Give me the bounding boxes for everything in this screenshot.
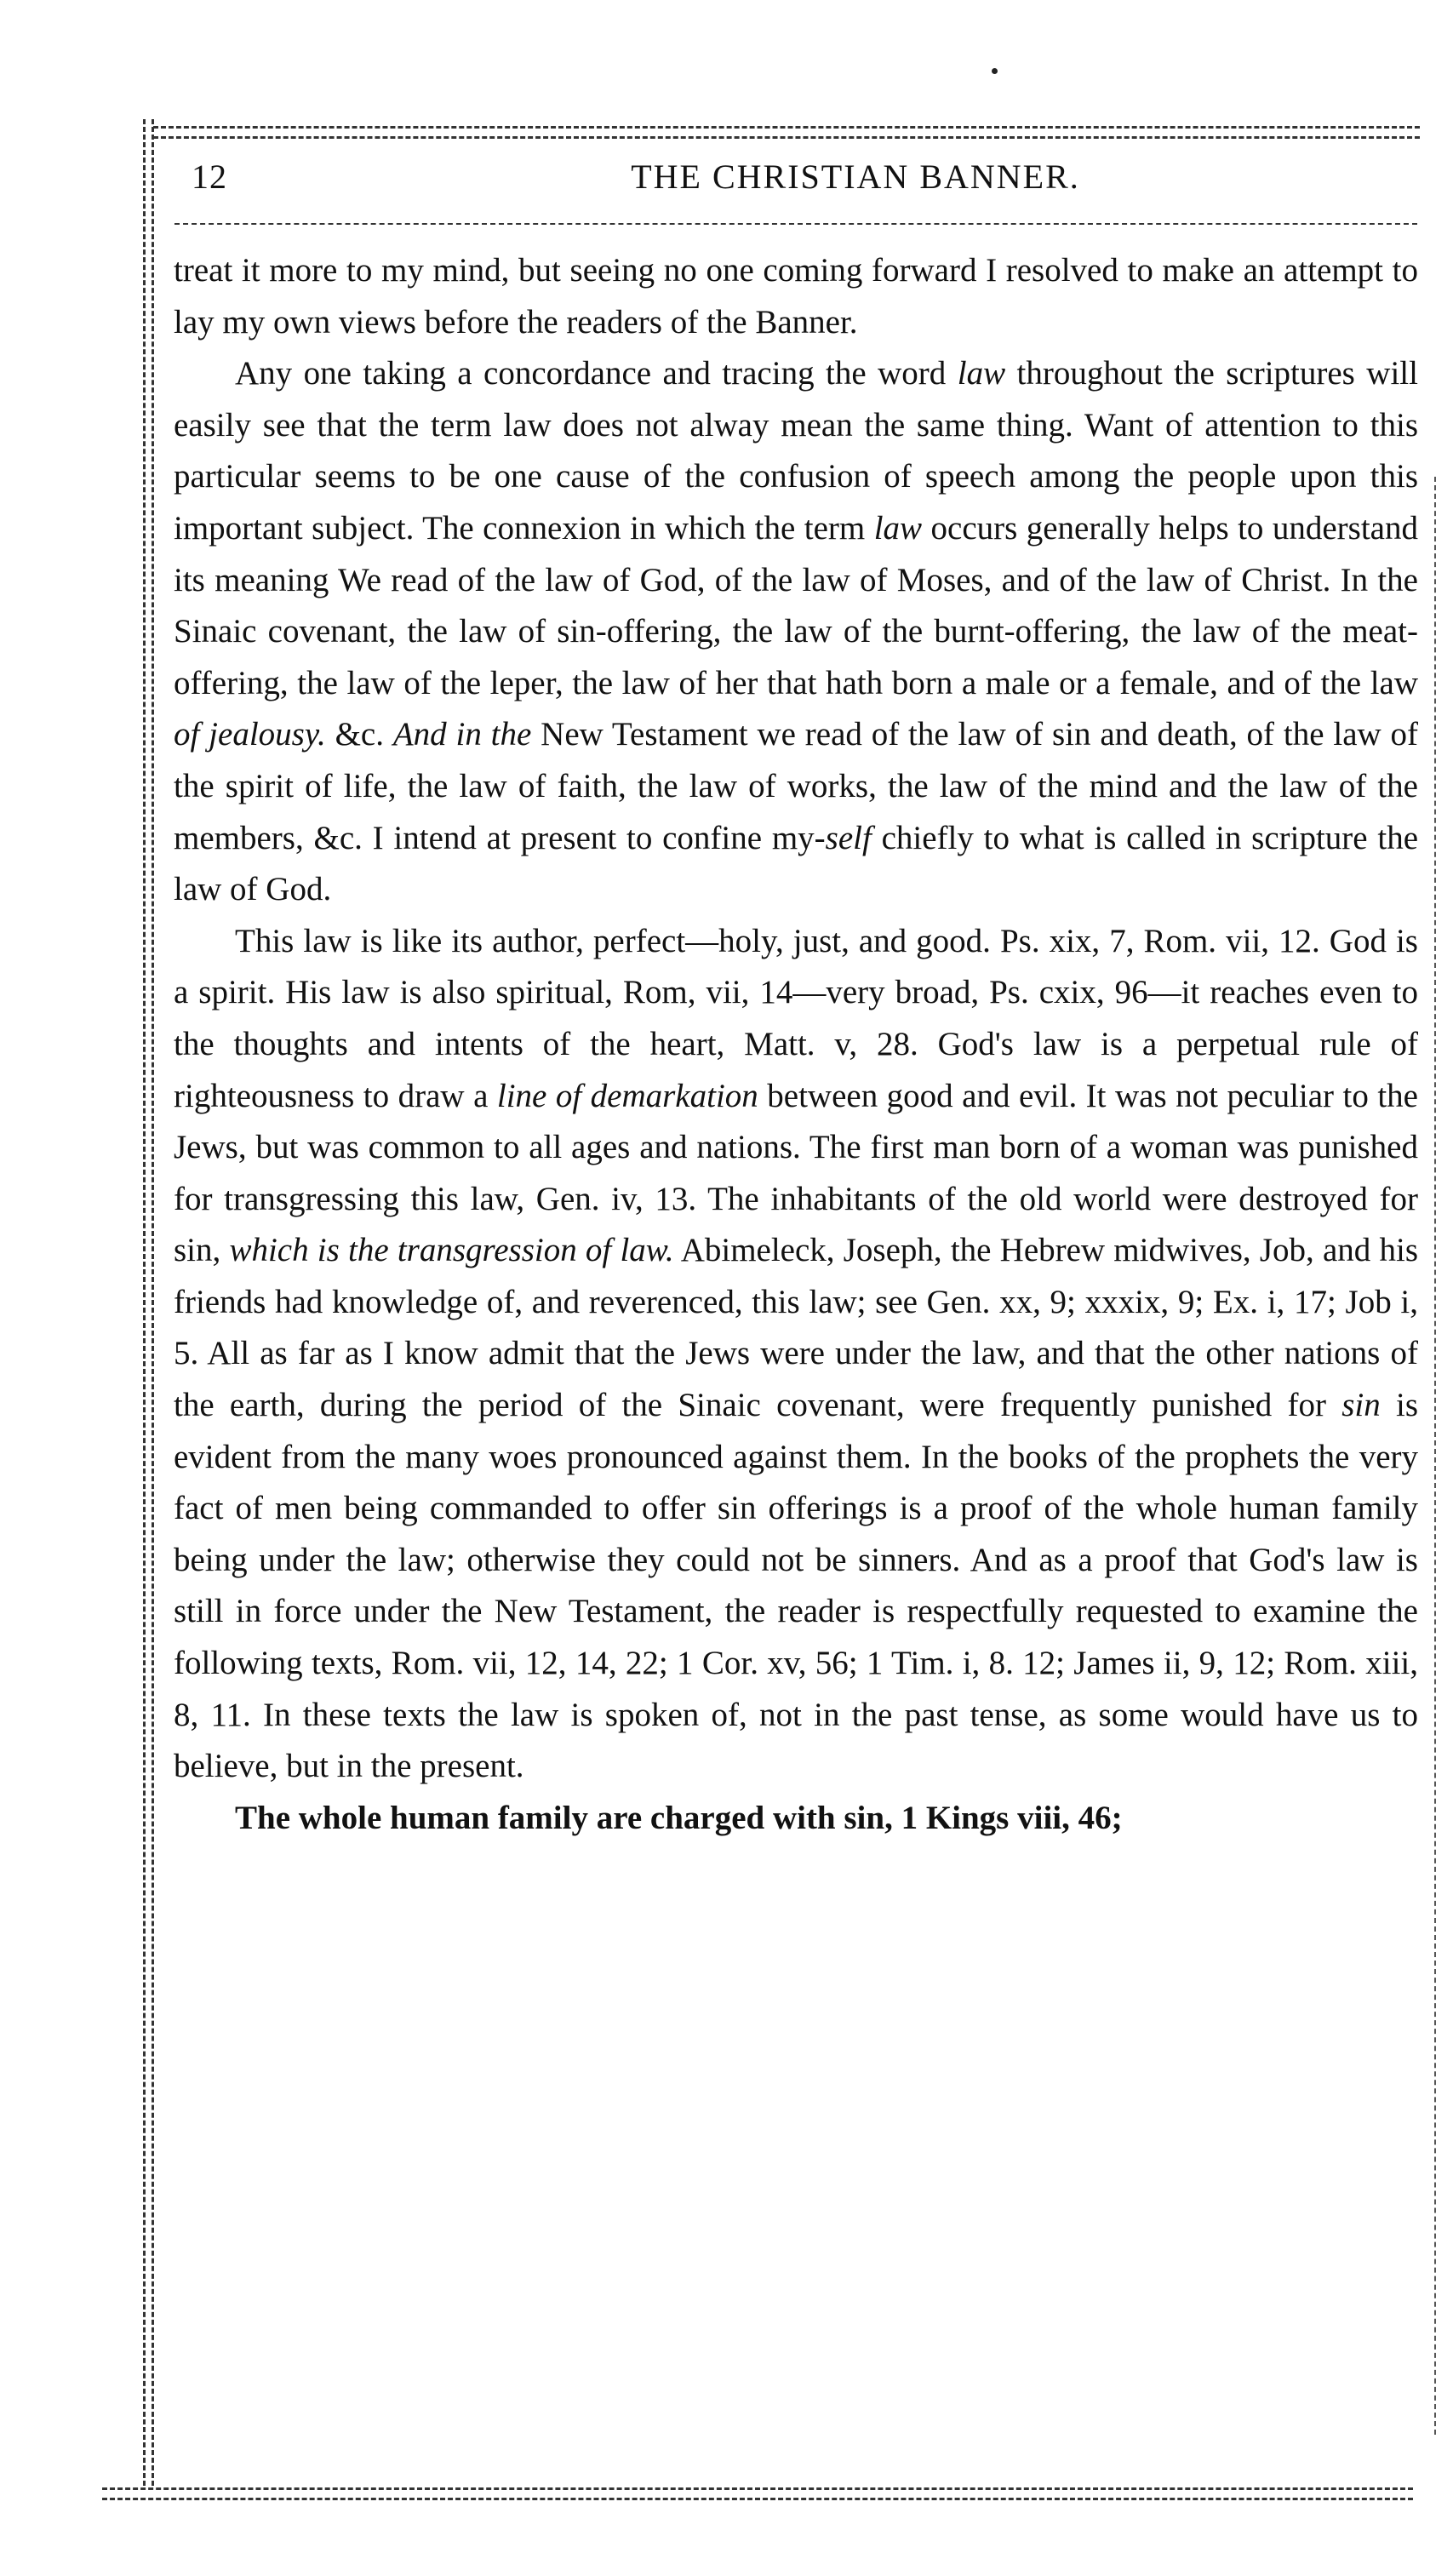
paragraph-law-nature bbox=[174, 916, 1418, 1793]
text-run: Abimeleck, Joseph, the Hebrew midwives, Job, and his friends had knowledge of, and reverenced, this law; see Gen. xx, 9; xxxix, 9; Ex. i, 17; Job i, 5. All as far as I know admit that the Jews were under the law, and that the other nations of the earth, during the period of the Sinaic covenant, were frequently punished for bbox=[174, 1232, 1418, 1424]
text-run: This law is like its author, perfect—holy, just, and good. Ps. xix, 7, Rom. vii, 12. God is a spirit. His law is also spiritual, Rom, vii, 14—very broad, Ps. cxix, 96—it reaches even to the thoughts and intents of the heart, Matt. v, 28. God's law is a perpetual rule of righteousness to draw a bbox=[174, 922, 1418, 1114]
right-border-rule bbox=[1434, 477, 1436, 2435]
top-border-rule-secondary bbox=[153, 136, 1420, 139]
left-border-rule-secondary bbox=[152, 119, 154, 2486]
text-run: Any one taking a concordance and tracing the word bbox=[235, 355, 958, 392]
italic-run: law bbox=[873, 509, 923, 547]
italic-run: And in the bbox=[392, 716, 532, 753]
text-run: New Testament we read of the law of sin and death, of the law of the spirit of life, the law of faith, the law of works, the law of the mind and the law of the members, &c. I intend at present to confine my- bbox=[174, 716, 1418, 856]
bottom-border-rule bbox=[102, 2487, 1413, 2490]
text-run: between good and evil. It was not peculiar to the Jews, but was common to all ages and nations. The first man born of a woman was punished for transgressing this law, Gen. iv, 13. The inhabitants of the old world were destroyed for sin, bbox=[174, 1077, 1418, 1269]
top-border-rule bbox=[153, 126, 1420, 129]
text-run: throughout the scriptures will easily see that the term law does not alway mean the same thing. Want of attention to this particular seems to be one cause of the confusion of speech among the people upon this important subject. The connexion in which the term bbox=[174, 355, 1418, 547]
running-header bbox=[192, 157, 1417, 211]
italic-run: line of demarkation bbox=[496, 1077, 758, 1114]
left-border-rule bbox=[143, 119, 146, 2486]
page-number: 12 bbox=[192, 157, 227, 196]
stray-ink-dot bbox=[992, 68, 998, 74]
text-run: occurs generally helps to understand its meaning We read of the law of God, of the law of Moses, and of the law of Christ. In the Sinaic covenant, the law of sin-offering, the law of the burnt-offering, the law of the meat-offering, the law of the leper, the law of her that hath born a male or a female, and of the law bbox=[174, 509, 1418, 701]
italic-run: which is the transgression of law. bbox=[229, 1232, 674, 1269]
article-body bbox=[174, 245, 1418, 1844]
italic-run: of jealousy. bbox=[174, 716, 326, 753]
italic-run: sin bbox=[1341, 1387, 1381, 1424]
text-run: is evident from the many woes pronounced against them. In the books of the prophets the very fact of men being commanded to offer sin offerings is a proof of the whole human family being under the law; otherwise they could not be sinners. And as a proof that God's law is still in force under the New Testament, the reader is respectfully requested to examine the following texts, Rom. vii, 12, 14, 22; 1 Cor. xv, 56; 1 Tim. i, 8. 12; James ii, 9, 12; Rom. xiii, 8, 11. In these texts the law is spoken of, not in the past tense, as some would have us to believe, but in the present. bbox=[174, 1387, 1419, 1785]
bottom-border-rule-secondary bbox=[102, 2498, 1413, 2500]
paragraph-human-family: The whole human family are charged with sin, 1 Kings viii, 46; bbox=[235, 1799, 1123, 1836]
italic-run: self bbox=[825, 819, 872, 856]
header-underline-rule bbox=[174, 223, 1417, 225]
running-title: THE CHRISTIAN BANNER. bbox=[631, 157, 1080, 196]
text-run: chiefly to what is called in scripture the law of God. bbox=[174, 819, 1419, 908]
italic-run: law bbox=[957, 355, 1006, 392]
paragraph-continuation: treat it more to my mind, but seeing no one coming forward I resolved to make an attempt to lay my own views before the readers of the Banner. bbox=[174, 252, 1418, 341]
text-run: &c. bbox=[325, 716, 393, 753]
paragraph-law-meanings bbox=[174, 348, 1418, 916]
